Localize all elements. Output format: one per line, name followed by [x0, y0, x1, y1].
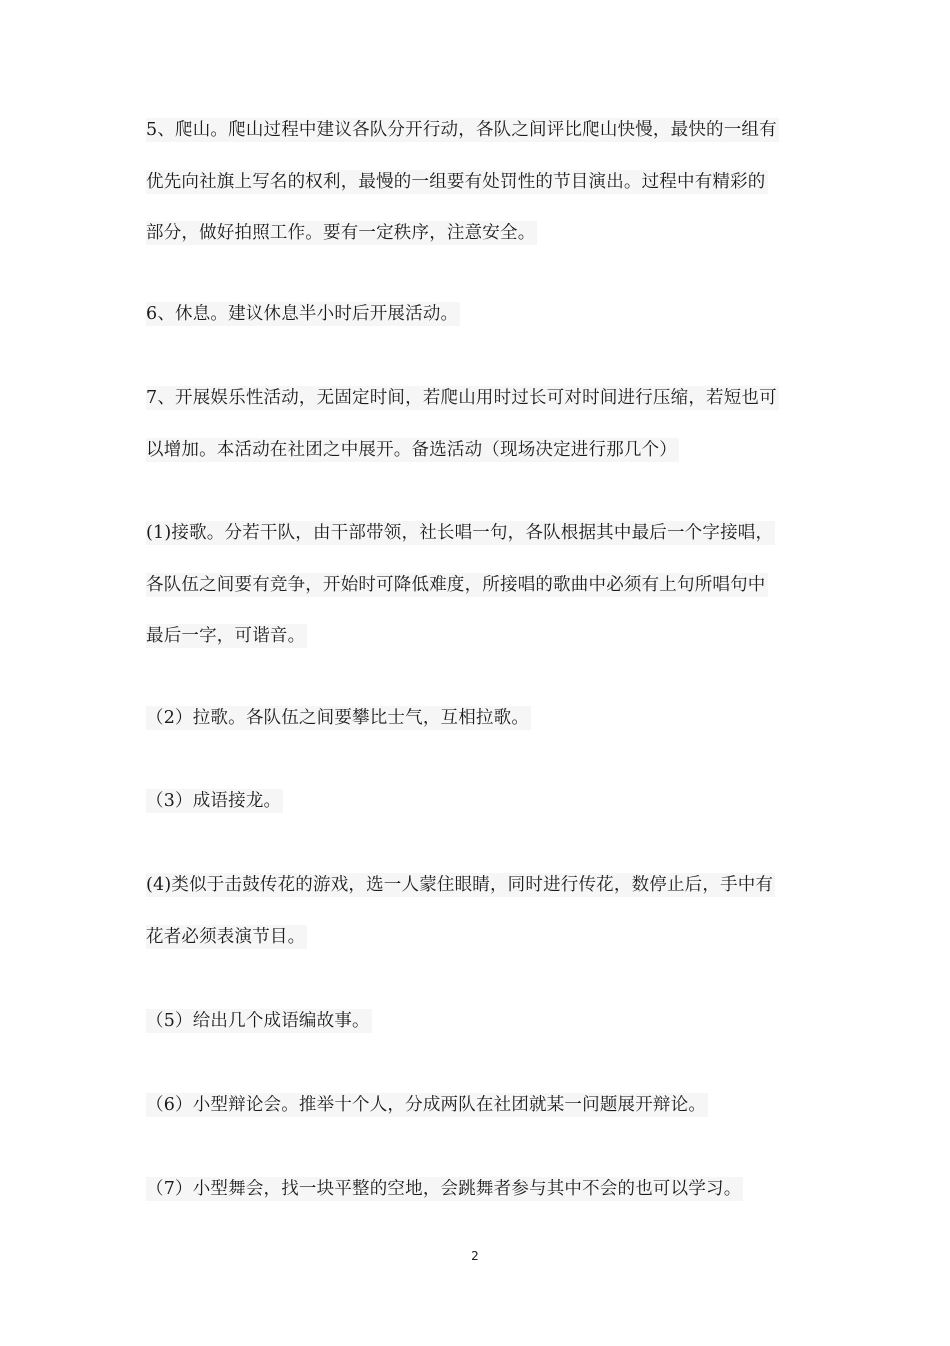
text-line: 部分，做好拍照工作。要有一定秩序，注意安全。	[146, 223, 536, 243]
paragraph-hiking	[146, 105, 810, 260]
paragraph-singing-contest	[146, 693, 810, 745]
paragraph-pass-flower-game	[146, 860, 810, 963]
text-line: (1)接歌。分若干队，由干部带领，社长唱一句，各队根据其中最后一个字接唱，	[146, 523, 774, 543]
text-line: （5）给出几个成语编故事。	[146, 1011, 370, 1031]
paragraph-rest	[146, 289, 810, 341]
text-line: 5、爬山。爬山过程中建议各队分开行动，各队之间评比爬山快慢，最快的一组有	[146, 120, 777, 140]
page-number: 2	[471, 1249, 479, 1263]
text-line: 最后一字，可谐音。	[146, 626, 306, 646]
text-line: （2）拉歌。各队伍之间要攀比士气，互相拉歌。	[146, 708, 530, 728]
text-line: 花者必须表演节目。	[146, 926, 306, 947]
paragraph-dance	[146, 1164, 810, 1216]
text-line: 各队伍之间要有竞争，开始时可降低难度，所接唱的歌曲中必须有上句所唱句中	[146, 574, 766, 595]
text-line: （6）小型辩论会。推举十个人，分成两队在社团就某一问题展开辩论。	[146, 1095, 707, 1115]
text-line: 以增加。本活动在社团之中展开。备选活动（现场决定进行那几个）	[146, 439, 677, 460]
text-line: 优先向社旗上写名的权利，最慢的一组要有处罚性的节目演出。过程中有精彩的	[146, 171, 766, 192]
text-line: 7、开展娱乐性活动，无固定时间，若爬山用时过长可对时间进行压缩，若短也可	[146, 388, 777, 408]
paragraph-debate	[146, 1080, 810, 1132]
paragraph-idiom-story	[146, 996, 810, 1048]
paragraph-song-relay	[146, 508, 810, 663]
text-line: (4)类似于击鼓传花的游戏，选一人蒙住眼睛，同时进行传花，数停止后，手中有	[146, 875, 774, 895]
paragraph-idiom-chain	[146, 776, 810, 828]
text-line: （7）小型舞会，找一块平整的空地，会跳舞者参与其中不会的也可以学习。	[146, 1179, 742, 1199]
paragraph-activities	[146, 373, 810, 476]
text-line: 6、休息。建议休息半小时后开展活动。	[146, 304, 459, 324]
text-line: （3）成语接龙。	[146, 791, 282, 811]
